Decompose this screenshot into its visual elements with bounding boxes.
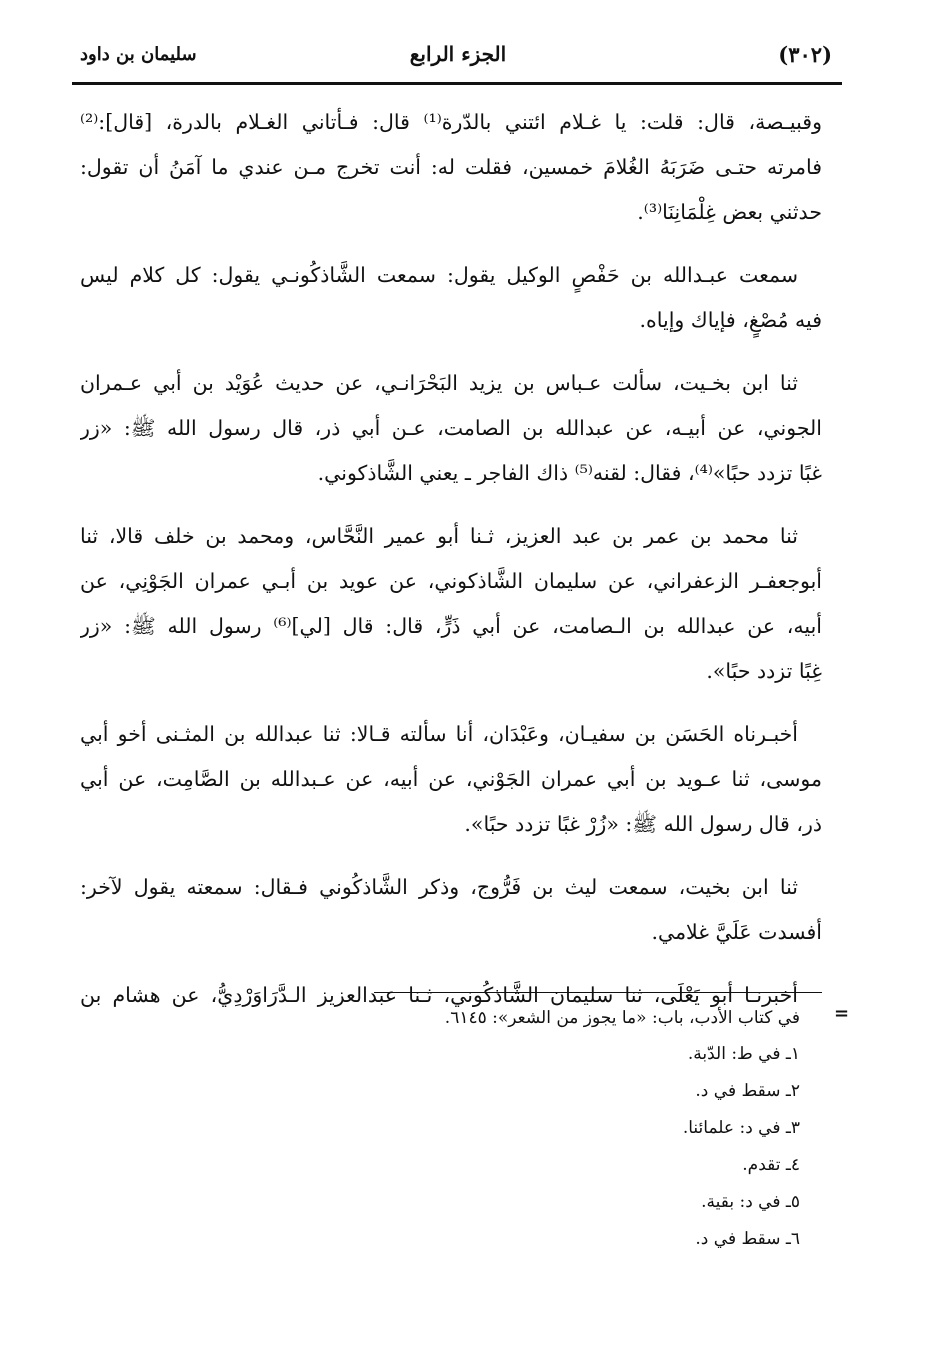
page-number: (٣٠٢) xyxy=(778,42,832,67)
footnote-separator xyxy=(374,992,822,993)
text-line: أبيه، عن عبدالله بن الـصامت، عن أبي ذَرٍّ، قال: قال [لي]⁽⁶⁾ رسول الله ﷺ: «زر xyxy=(80,614,822,638)
footnote-line: في كتاب الأدب، باب: «ما يجوز من الشعر»: ٦١٤٥. xyxy=(444,1008,800,1028)
text-line: حدثني بعض غِلْمَانِنَا⁽³⁾. xyxy=(637,200,822,224)
text-line: أخبرنـا أبو يَعْلَى، ثنا سليمان الشَّاذكُوني، ثـنا عبدالعزيز الـدَّرَاوَرْدِيُّ، عن هشام بن xyxy=(80,983,798,1007)
main-text xyxy=(80,100,822,1036)
footnote-line: ٤ـ تقدم. xyxy=(742,1155,800,1175)
text-line: وقبيـصة، قال: قلت: يا غـلام ائتني بالدّرة⁽¹⁾ قال: فـأتاني الغـلام بالدرة، [قال]:⁽²⁾ xyxy=(80,110,822,134)
footnotes xyxy=(280,1000,800,1258)
text-line: أفسدت عَلَيَّ غلامي. xyxy=(651,920,822,944)
text-line: موسى، ثنا عـويد بن أبي عمران الجَوْني، عن أبيه، عن عـبدالله بن الصَّامِت، عن أبي xyxy=(80,767,822,791)
footnote-line: ٣ـ في د: علمائنا. xyxy=(682,1118,800,1138)
paragraph xyxy=(80,514,822,694)
text-line: ثنا ابن بخيت، سمعت ليث بن فَرُّوج، وذكر الشَّاذكُوني فـقال: سمعته يقول لآخر: xyxy=(80,875,798,899)
text-line: ثنا محمد بن عمر بن عبد العزيز، ثـنا أبو عمير النَّحَّاس، ومحمد بن خلف قالا، ثنا xyxy=(80,524,798,548)
footnote-line: ٦ـ سقط في د. xyxy=(695,1229,800,1249)
text-line: سمعت عبـدالله بن حَفْصٍ الوكيل يقول: سمعت الشَّاذكُونـي يقول: كل كلام ليس xyxy=(80,263,798,287)
footnote-continuation-mark: = xyxy=(834,1003,848,1024)
text-line: فيه مُصْغٍ، فإياك وإياه. xyxy=(639,308,822,332)
footnote-line: ٢ـ سقط في د. xyxy=(695,1081,800,1101)
paragraph xyxy=(80,712,822,847)
header-rule xyxy=(72,82,842,85)
part-title: الجزء الرابع xyxy=(409,42,507,66)
text-line: أخبـرناه الحَسَن بن سفيـان، وعَبْدَان، أنا سألته قـالا: ثنا عبدالله بن المثـنى أخو أبي xyxy=(80,722,798,746)
paragraph xyxy=(80,253,822,343)
text-line: أبوجعفـر الزعفراني، عن سليمان الشَّاذكوني، عن عويد بن أبـي عمران الجَوْنِي، عن xyxy=(80,569,822,593)
running-header xyxy=(78,38,838,80)
text-line: غبًا تزدد حبًا»⁽⁴⁾، فقال: لقنه⁽⁵⁾ ذاك الفاجر ـ يعني الشَّاذكوني. xyxy=(317,461,822,485)
paragraph xyxy=(80,100,822,235)
text-line: الجوني، عن أبيـه، عن عبدالله بن الصامت، عـن أبي ذر، قال رسول الله ﷺ: «زر xyxy=(80,416,822,440)
text-line: ثنا ابن بخـيت، سألت عـباس بن يزيد البَحْرَانـي، عن حديث عُوَيْد بن أبي عـمران xyxy=(80,371,798,395)
footnote-line: ٥ـ في د: بقية. xyxy=(701,1192,800,1212)
text-line: فامرته حتـى ضَرَبَهُ الغُلامَ خمسين، فقلت له: أنت تخرج مـن عندي ما آمَنُ أن تقول: xyxy=(80,155,822,179)
text-line: غِبًا تزدد حبًا». xyxy=(706,659,822,683)
paragraph xyxy=(80,865,822,955)
text-line: ذر، قال رسول الله ﷺ: «زُرْ غبًا تزدد حبًا». xyxy=(464,812,822,836)
author-title: سليمان بن داود xyxy=(80,44,197,65)
footnote-line: ١ـ في ط: الدّبة. xyxy=(687,1044,800,1064)
paragraph xyxy=(80,361,822,496)
